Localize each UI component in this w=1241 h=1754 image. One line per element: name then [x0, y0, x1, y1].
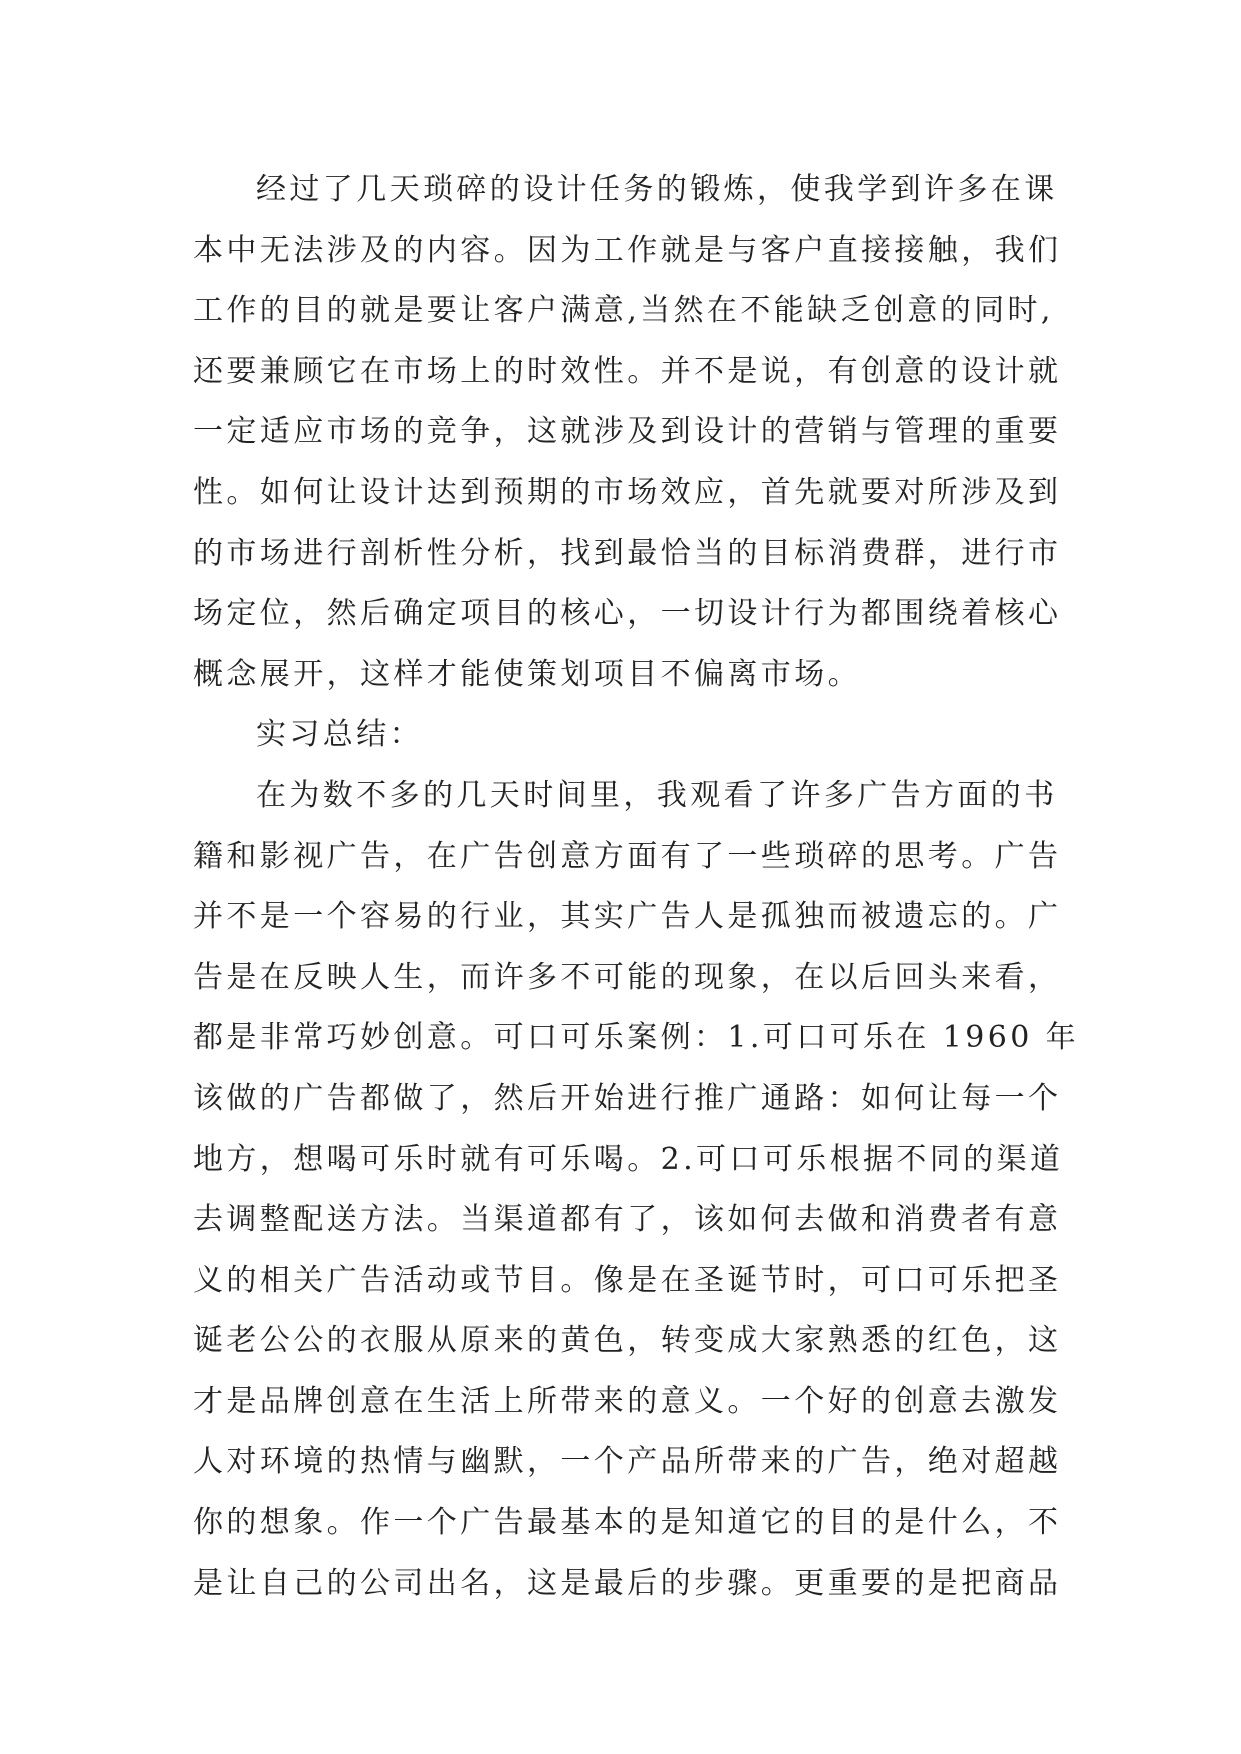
- paragraph-line: 义的相关广告活动或节目。像是在圣诞节时，可口可乐把圣: [193, 1262, 1062, 1298]
- paragraph-line: 场定位，然后确定项目的核心，一切设计行为都围绕着核心: [193, 596, 1062, 632]
- paragraph-line: 诞老公公的衣服从原来的黄色，转变成大家熟悉的红色，这: [193, 1323, 1062, 1359]
- paragraph-line: 该做的广告都做了，然后开始进行推广通路：如何让每一个: [193, 1080, 1062, 1116]
- document-body: [193, 160, 1093, 1614]
- paragraph-line: 概念展开，这样才能使策划项目不偏离市场。: [193, 656, 861, 692]
- paragraph-line: 才是品牌创意在生活上所带来的意义。一个好的创意去激发: [193, 1383, 1062, 1419]
- paragraph-line: 性。如何让设计达到预期的市场效应，首先就要对所涉及到: [193, 474, 1062, 510]
- paragraph-line: 都是非常巧妙创意。可口可乐案例：1.可口可乐在 1960 年: [193, 1020, 1080, 1056]
- paragraph-line: 在为数不多的几天时间里，我观看了许多广告方面的书: [256, 777, 1058, 813]
- paragraph-line: 工作的目的就是要让客户满意,当然在不能缺乏创意的同时,: [193, 293, 1054, 329]
- paragraph-line: 的市场进行剖析性分析，找到最恰当的目标消费群，进行市: [193, 535, 1062, 571]
- paragraph-line: 告是在反映人生，而许多不可能的现象，在以后回头来看，: [193, 959, 1062, 995]
- paragraph-line: 是让自己的公司出名，这是最后的步骤。更重要的是把商品: [193, 1565, 1062, 1601]
- paragraph-line: 经过了几天琐碎的设计任务的锻炼，使我学到许多在课: [256, 172, 1058, 207]
- paragraph-line: 本中无法涉及的内容。因为工作就是与客户直接接触，我们: [193, 232, 1062, 268]
- paragraph-line: 人对环境的热情与幽默，一个产品所带来的广告，绝对超越: [193, 1444, 1062, 1480]
- paragraph-line: 并不是一个容易的行业，其实广告人是孤独而被遗忘的。广: [193, 899, 1062, 935]
- paragraph-line: 地方，想喝可乐时就有可乐喝。2.可口可乐根据不同的渠道: [193, 1141, 1064, 1177]
- paragraph-line: 去调整配送方法。当渠道都有了，该如何去做和消费者有意: [193, 1202, 1062, 1238]
- paragraph-line: 籍和影视广告，在广告创意方面有了一些琐碎的思考。广告: [193, 838, 1062, 874]
- section-heading: 实习总结：: [256, 717, 423, 753]
- paragraph-line: 还要兼顾它在市场上的时效性。并不是说，有创意的设计就: [193, 353, 1062, 389]
- paragraph-line: 你的想象。作一个广告最基本的是知道它的目的是什么，不: [193, 1505, 1062, 1541]
- paragraph-line: 一定适应市场的竞争，这就涉及到设计的营销与管理的重要: [193, 414, 1062, 450]
